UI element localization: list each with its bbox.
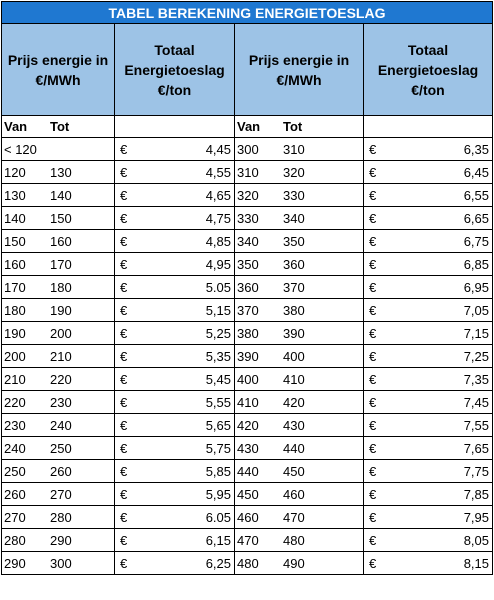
currency-symbol: € <box>369 210 377 226</box>
left-to: 180 <box>50 279 72 295</box>
currency-symbol: € <box>369 463 377 479</box>
left-range-cell <box>2 345 115 368</box>
left-from: 260 <box>4 486 26 502</box>
right-surcharge-value: 7,95 <box>463 509 489 525</box>
right-to: 440 <box>283 440 305 456</box>
table-row <box>2 207 493 230</box>
left-surcharge-cell <box>115 506 235 529</box>
table-row <box>2 138 493 161</box>
right-from: 400 <box>237 371 259 387</box>
right-to: 350 <box>283 233 305 249</box>
right-to: 400 <box>283 348 305 364</box>
right-range-cell <box>235 184 364 207</box>
sub-header-blank-right <box>364 116 493 138</box>
left-surcharge-value: 6,25 <box>205 555 231 571</box>
left-to: 280 <box>50 509 72 525</box>
right-to: 370 <box>283 279 305 295</box>
right-to: 310 <box>283 141 305 157</box>
left-to: 160 <box>50 233 72 249</box>
table-row <box>2 345 493 368</box>
right-to: 420 <box>283 394 305 410</box>
currency-symbol: € <box>120 279 128 295</box>
right-surcharge-value: 7,15 <box>463 325 489 341</box>
sub-header-range-right <box>235 116 364 138</box>
left-surcharge-cell <box>115 299 235 322</box>
currency-symbol: € <box>120 463 128 479</box>
left-surcharge-cell <box>115 161 235 184</box>
table-row <box>2 437 493 460</box>
right-surcharge-cell <box>364 322 493 345</box>
currency-symbol: € <box>120 164 128 180</box>
left-from: 240 <box>4 440 26 456</box>
right-surcharge-cell <box>364 207 493 230</box>
left-surcharge-value: 5,35 <box>205 348 231 364</box>
left-from: 220 <box>4 394 26 410</box>
right-to: 470 <box>283 509 305 525</box>
left-from: 270 <box>4 509 26 525</box>
currency-symbol: € <box>120 394 128 410</box>
left-surcharge-cell <box>115 437 235 460</box>
left-to: 250 <box>50 440 72 456</box>
table-row <box>2 322 493 345</box>
currency-symbol: € <box>120 417 128 433</box>
left-range-cell <box>2 276 115 299</box>
currency-symbol: € <box>120 440 128 456</box>
left-surcharge-cell <box>115 230 235 253</box>
currency-symbol: € <box>120 486 128 502</box>
right-surcharge-value: 6,55 <box>463 187 489 203</box>
energy-surcharge-table-sheet <box>1 1 492 575</box>
right-range-cell <box>235 460 364 483</box>
table-row <box>2 230 493 253</box>
right-to: 430 <box>283 417 305 433</box>
sub-header-from: Van <box>4 119 28 134</box>
left-range-cell <box>2 322 115 345</box>
left-surcharge-value: 4,85 <box>205 233 231 249</box>
table-row <box>2 161 493 184</box>
right-from: 440 <box>237 463 259 479</box>
left-range-cell <box>2 529 115 552</box>
currency-symbol: € <box>369 440 377 456</box>
left-surcharge-cell <box>115 368 235 391</box>
right-range-cell <box>235 161 364 184</box>
currency-symbol: € <box>369 256 377 272</box>
right-surcharge-value: 6,95 <box>463 279 489 295</box>
currency-symbol: € <box>369 164 377 180</box>
table-row <box>2 460 493 483</box>
left-to: 290 <box>50 532 72 548</box>
right-from: 320 <box>237 187 259 203</box>
table-row <box>2 299 493 322</box>
right-surcharge-value: 6,85 <box>463 256 489 272</box>
right-surcharge-value: 7,25 <box>463 348 489 364</box>
right-surcharge-cell <box>364 483 493 506</box>
left-to: 210 <box>50 348 72 364</box>
left-from: 250 <box>4 463 26 479</box>
left-range-cell <box>2 483 115 506</box>
left-to: 170 <box>50 256 72 272</box>
right-from: 460 <box>237 509 259 525</box>
left-range-cell <box>2 138 115 161</box>
left-surcharge-value: 4,65 <box>205 187 231 203</box>
currency-symbol: € <box>369 325 377 341</box>
right-surcharge-cell <box>364 460 493 483</box>
right-surcharge-value: 8,05 <box>463 532 489 548</box>
right-range-cell <box>235 506 364 529</box>
currency-symbol: € <box>369 279 377 295</box>
table-row <box>2 391 493 414</box>
left-surcharge-value: 4,55 <box>205 164 231 180</box>
right-from: 480 <box>237 555 259 571</box>
right-range-cell <box>235 345 364 368</box>
right-surcharge-cell <box>364 161 493 184</box>
table-row <box>2 414 493 437</box>
table-row <box>2 506 493 529</box>
right-from: 340 <box>237 233 259 249</box>
currency-symbol: € <box>120 371 128 387</box>
table-title: TABEL BEREKENING ENERGIETOESLAG <box>2 2 493 24</box>
left-to: 300 <box>50 555 72 571</box>
currency-symbol: € <box>120 187 128 203</box>
right-from: 350 <box>237 256 259 272</box>
right-to: 410 <box>283 371 305 387</box>
right-range-cell <box>235 529 364 552</box>
left-to: 130 <box>50 164 72 180</box>
table-row <box>2 253 493 276</box>
right-from: 420 <box>237 417 259 433</box>
header-price-right: Prijs energie in €/MWh <box>235 24 364 116</box>
right-range-cell <box>235 276 364 299</box>
left-range-cell <box>2 161 115 184</box>
currency-symbol: € <box>369 302 377 318</box>
left-surcharge-value: 5,45 <box>205 371 231 387</box>
currency-symbol: € <box>369 141 377 157</box>
left-range-cell <box>2 230 115 253</box>
left-from: 170 <box>4 279 26 295</box>
right-to: 380 <box>283 302 305 318</box>
right-to: 320 <box>283 164 305 180</box>
right-from: 430 <box>237 440 259 456</box>
right-surcharge-value: 6,65 <box>463 210 489 226</box>
right-to: 330 <box>283 187 305 203</box>
currency-symbol: € <box>369 348 377 364</box>
right-surcharge-value: 7,65 <box>463 440 489 456</box>
right-surcharge-cell <box>364 391 493 414</box>
left-to: 140 <box>50 187 72 203</box>
right-to: 450 <box>283 463 305 479</box>
right-surcharge-cell <box>364 437 493 460</box>
right-range-cell <box>235 230 364 253</box>
right-from: 410 <box>237 394 259 410</box>
left-range-cell <box>2 299 115 322</box>
left-to: 270 <box>50 486 72 502</box>
right-range-cell <box>235 483 364 506</box>
left-from: 180 <box>4 302 26 318</box>
right-range-cell <box>235 138 364 161</box>
right-from: 470 <box>237 532 259 548</box>
table-row <box>2 276 493 299</box>
left-from: 280 <box>4 532 26 548</box>
left-surcharge-cell <box>115 184 235 207</box>
right-surcharge-cell <box>364 506 493 529</box>
left-from: 160 <box>4 256 26 272</box>
right-from: 330 <box>237 210 259 226</box>
currency-symbol: € <box>120 532 128 548</box>
right-surcharge-value: 7,45 <box>463 394 489 410</box>
right-surcharge-value: 6,45 <box>463 164 489 180</box>
right-surcharge-cell <box>364 345 493 368</box>
right-to: 340 <box>283 210 305 226</box>
currency-symbol: € <box>120 302 128 318</box>
right-to: 460 <box>283 486 305 502</box>
left-surcharge-value: 4,95 <box>205 256 231 272</box>
right-surcharge-cell <box>364 276 493 299</box>
currency-symbol: € <box>369 555 377 571</box>
currency-symbol: € <box>120 509 128 525</box>
left-to: 260 <box>50 463 72 479</box>
left-surcharge-value: 5,25 <box>205 325 231 341</box>
left-range-cell <box>2 437 115 460</box>
left-range-cell <box>2 414 115 437</box>
right-from: 310 <box>237 164 259 180</box>
right-range-cell <box>235 322 364 345</box>
right-surcharge-cell <box>364 529 493 552</box>
header-total-left: Totaal Energietoeslag €/ton <box>115 24 235 116</box>
currency-symbol: € <box>369 417 377 433</box>
left-surcharge-value: 5.05 <box>205 279 231 295</box>
currency-symbol: € <box>369 509 377 525</box>
left-surcharge-cell <box>115 138 235 161</box>
header-total-right: Totaal Energietoeslag €/ton <box>364 24 493 116</box>
right-range-cell <box>235 299 364 322</box>
right-to: 390 <box>283 325 305 341</box>
energy-surcharge-table <box>1 1 493 575</box>
currency-symbol: € <box>369 394 377 410</box>
right-to: 480 <box>283 532 305 548</box>
left-surcharge-value: 6.05 <box>205 509 231 525</box>
right-surcharge-cell <box>364 414 493 437</box>
table-row <box>2 184 493 207</box>
right-surcharge-value: 6,35 <box>463 141 489 157</box>
right-range-cell <box>235 552 364 575</box>
left-from: 120 <box>4 164 26 180</box>
currency-symbol: € <box>369 532 377 548</box>
right-range-cell <box>235 207 364 230</box>
left-range-cell <box>2 253 115 276</box>
currency-symbol: € <box>120 555 128 571</box>
right-surcharge-value: 7,75 <box>463 463 489 479</box>
left-range-cell <box>2 506 115 529</box>
left-from: 200 <box>4 348 26 364</box>
currency-symbol: € <box>369 371 377 387</box>
left-surcharge-cell <box>115 414 235 437</box>
right-range-cell <box>235 253 364 276</box>
left-surcharge-value: 5,85 <box>205 463 231 479</box>
currency-symbol: € <box>120 210 128 226</box>
right-from: 450 <box>237 486 259 502</box>
sub-header-from: Van <box>237 119 261 134</box>
right-surcharge-cell <box>364 230 493 253</box>
left-from: 230 <box>4 417 26 433</box>
currency-symbol: € <box>120 233 128 249</box>
right-surcharge-cell <box>364 138 493 161</box>
currency-symbol: € <box>120 325 128 341</box>
left-from: 140 <box>4 210 26 226</box>
left-from: 210 <box>4 371 26 387</box>
right-from: 380 <box>237 325 259 341</box>
right-surcharge-cell <box>364 299 493 322</box>
right-from: 360 <box>237 279 259 295</box>
currency-symbol: € <box>369 187 377 203</box>
right-to: 490 <box>283 555 305 571</box>
left-range-cell <box>2 460 115 483</box>
left-to: 220 <box>50 371 72 387</box>
right-surcharge-value: 8,15 <box>463 555 489 571</box>
left-to: 150 <box>50 210 72 226</box>
left-range-cell <box>2 391 115 414</box>
left-surcharge-cell <box>115 276 235 299</box>
left-to: 190 <box>50 302 72 318</box>
left-range-cell <box>2 184 115 207</box>
currency-symbol: € <box>369 233 377 249</box>
table-row <box>2 552 493 575</box>
left-from: 190 <box>4 325 26 341</box>
left-surcharge-value: 5,65 <box>205 417 231 433</box>
left-surcharge-cell <box>115 529 235 552</box>
sub-header-range-left <box>2 116 115 138</box>
right-surcharge-cell <box>364 368 493 391</box>
right-from: 370 <box>237 302 259 318</box>
left-surcharge-cell <box>115 345 235 368</box>
right-from: 300 <box>237 141 259 157</box>
currency-symbol: € <box>120 141 128 157</box>
right-to: 360 <box>283 256 305 272</box>
left-surcharge-cell <box>115 253 235 276</box>
table-row <box>2 368 493 391</box>
left-surcharge-value: 5,55 <box>205 394 231 410</box>
left-surcharge-cell <box>115 391 235 414</box>
right-range-cell <box>235 414 364 437</box>
left-surcharge-value: 4,75 <box>205 210 231 226</box>
table-row <box>2 483 493 506</box>
left-from: 290 <box>4 555 26 571</box>
sub-header-blank-left <box>115 116 235 138</box>
currency-symbol: € <box>120 348 128 364</box>
left-surcharge-value: 5,95 <box>205 486 231 502</box>
right-from: 390 <box>237 348 259 364</box>
right-surcharge-cell <box>364 552 493 575</box>
left-surcharge-value: 4,45 <box>205 141 231 157</box>
right-surcharge-cell <box>364 253 493 276</box>
table-row <box>2 529 493 552</box>
left-surcharge-cell <box>115 207 235 230</box>
right-surcharge-value: 7,55 <box>463 417 489 433</box>
right-surcharge-value: 7,85 <box>463 486 489 502</box>
left-to: 200 <box>50 325 72 341</box>
right-range-cell <box>235 437 364 460</box>
left-from: 150 <box>4 233 26 249</box>
left-surcharge-cell <box>115 322 235 345</box>
left-surcharge-value: 5,15 <box>205 302 231 318</box>
header-price-left: Prijs energie in €/MWh <box>2 24 115 116</box>
right-range-cell <box>235 391 364 414</box>
currency-symbol: € <box>369 486 377 502</box>
currency-symbol: € <box>120 256 128 272</box>
left-range-cell <box>2 552 115 575</box>
left-range-cell <box>2 368 115 391</box>
sub-header-to: Tot <box>283 119 303 134</box>
right-surcharge-cell <box>364 184 493 207</box>
right-range-cell <box>235 368 364 391</box>
right-surcharge-value: 7,35 <box>463 371 489 387</box>
left-from: < 120 <box>4 141 37 157</box>
sub-header-to: Tot <box>50 119 70 134</box>
left-from: 130 <box>4 187 26 203</box>
right-surcharge-value: 6,75 <box>463 233 489 249</box>
right-surcharge-value: 7,05 <box>463 302 489 318</box>
left-surcharge-value: 5,75 <box>205 440 231 456</box>
left-to: 230 <box>50 394 72 410</box>
left-to: 240 <box>50 417 72 433</box>
left-range-cell <box>2 207 115 230</box>
left-to <box>50 142 90 157</box>
left-surcharge-cell <box>115 460 235 483</box>
left-surcharge-cell <box>115 552 235 575</box>
left-surcharge-value: 6,15 <box>205 532 231 548</box>
left-surcharge-cell <box>115 483 235 506</box>
